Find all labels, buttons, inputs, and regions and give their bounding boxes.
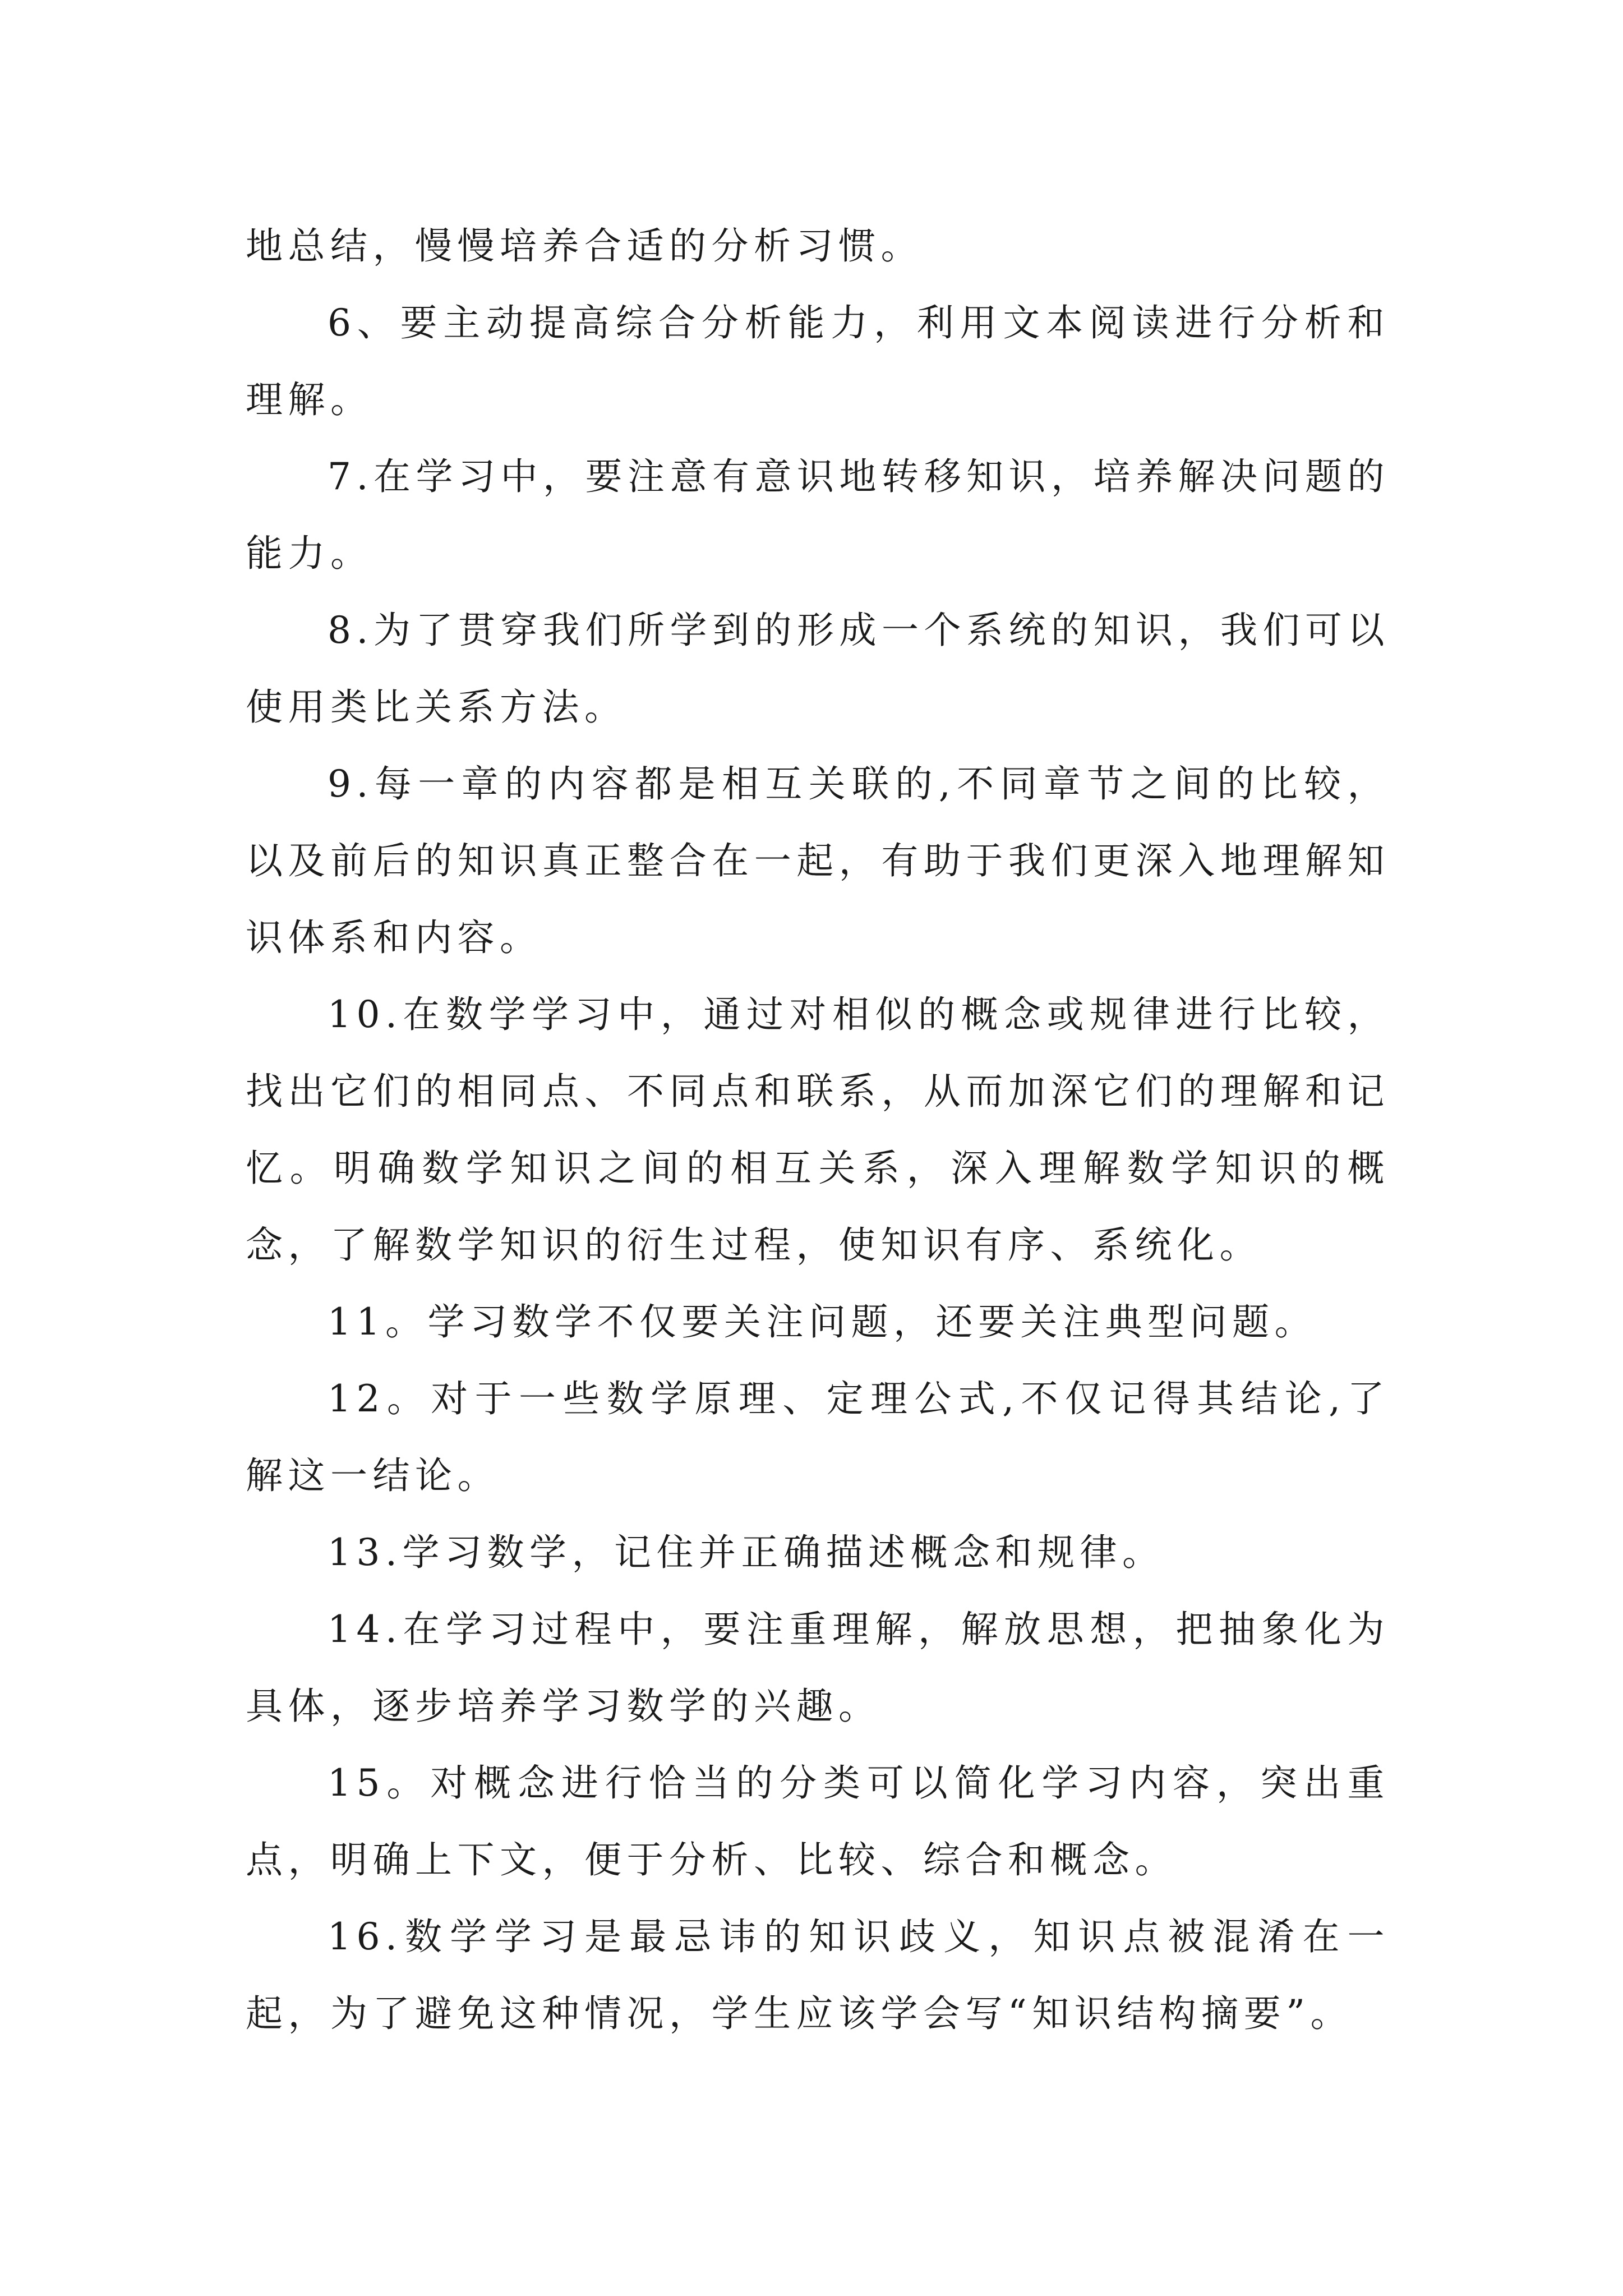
paragraph-continuation: 地总结，慢慢培养合适的分析习惯。 — [246, 224, 923, 268]
paragraph-item-11: 11。学习数学不仅要关注问题，还要关注典型问题。 — [328, 1300, 1317, 1343]
paragraph-item-6: 6、要主动提高综合分析能力，利用文本阅读进行分析和理解。 — [246, 301, 1390, 421]
paragraph-item-10: 10.在数学学习中，通过对相似的概念或规律进行比较，找出它们的相同点、不同点和联系，从而加深它们的理解和记忆。明确数学知识之间的相互关系，深入理解数学知识的概念，了解数学知识的衍生过程，使知识有序、系统化。 — [246, 993, 1390, 1267]
paragraph-item-7: 7.在学习中，要注意有意识地转移知识，培养解决问题的能力。 — [246, 455, 1390, 575]
paragraph-item-9: 9.每一章的内容都是相互关联的,不同章节之间的比较，以及前后的知识真正整合在一起，有助于我们更深入地理解知识体系和内容。 — [246, 762, 1390, 959]
paragraph-item-8: 8.为了贯穿我们所学到的形成一个系统的知识，我们可以使用类比关系方法。 — [246, 609, 1390, 729]
paragraph-item-14: 14.在学习过程中，要注重理解，解放思想，把抽象化为具体，逐步培养学习数学的兴趣。 — [246, 1608, 1390, 1728]
paragraph-item-12: 12。对于一些数学原理、定理公式,不仅记得其结论,了解这一结论。 — [246, 1377, 1390, 1497]
paragraph-item-16: 16.数学学习是最忌讳的知识歧义，知识点被混淆在一起，为了避免这种情况，学生应该学会写“知识结构摘要”。 — [246, 1915, 1390, 2035]
paragraph-item-15: 15。对概念进行恰当的分类可以简化学习内容，突出重点，明确上下文，便于分析、比较、综合和概念。 — [246, 1761, 1390, 1881]
document-body — [246, 208, 1390, 2052]
paragraph-item-13: 13.学习数学，记住并正确描述概念和规律。 — [328, 1531, 1165, 1574]
